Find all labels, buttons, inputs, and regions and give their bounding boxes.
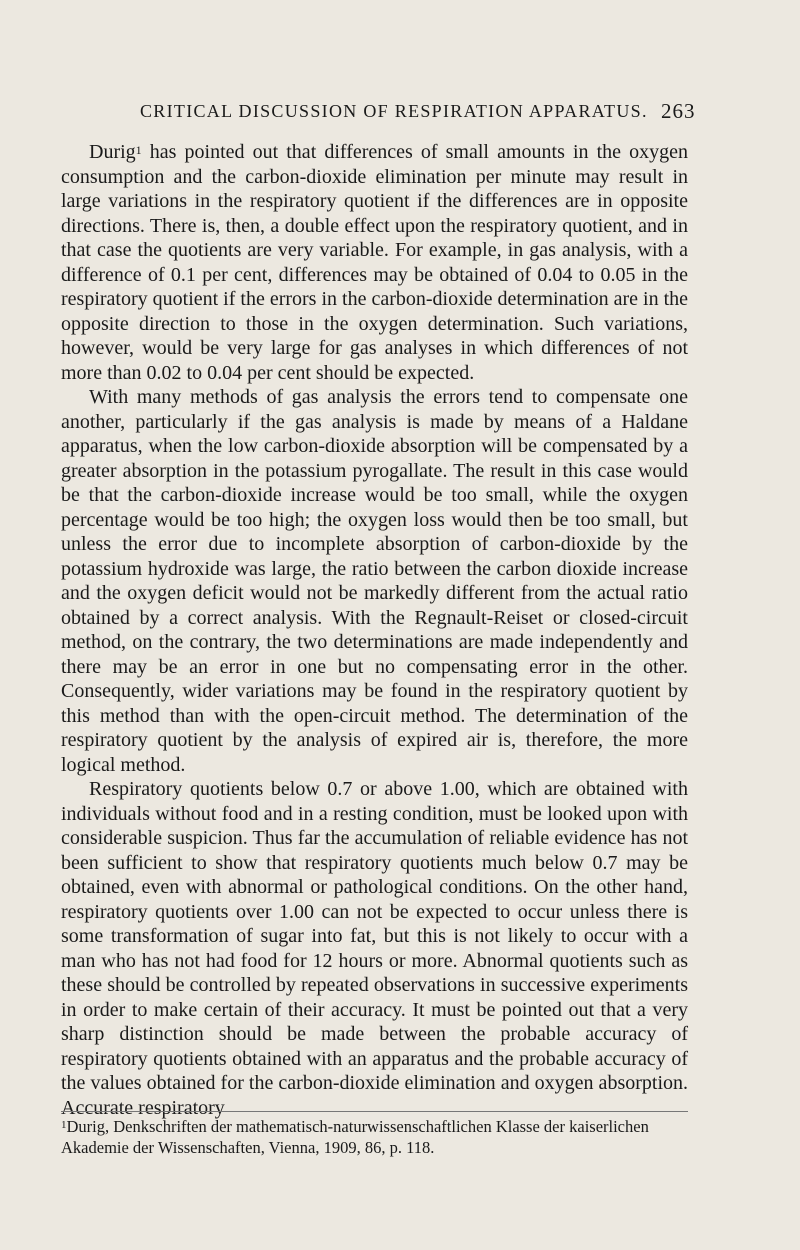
body-text — [61, 140, 688, 1120]
footnote-divider — [61, 1111, 688, 1112]
footnote-text: Durig, Denkschriften der mathematisch-naturwissenschaftlichen Klasse der kaiserlichen Akademie der Wissenschaften, Vienna, 1909, 86, p. 118. — [61, 1117, 649, 1157]
paragraph-1-text: has pointed out that differences of small amounts in the oxygen consumption and the carbon-dioxide elimination per minute may result in large variations in the respiratory quotient if the differences are in opposite directions. There is, then, a double effect upon the respiratory quotient, and in that case the quotients are very variable. For example, in gas analysis, with a difference of 0.1 per cent, differences may be obtained of 0.04 to 0.05 in the respiratory quotient if the errors in the carbon-dioxide determination are in the opposite direction to those in the oxygen determination. Such variations, however, would be very large for gas analyses in which differences of not more than 0.02 to 0.04 per cent should be expected. — [61, 141, 689, 384]
paragraph-3: Respiratory quotients below 0.7 or above 1.00, which are obtained with individuals without food and in a resting condition, must be looked upon with considerable suspicion. Thus far the accumulation of reliable evidence has not been sufficient to show that respiratory quotients much below 0.7 may be obtained, even with abnormal or pathological conditions. On the other hand, respiratory quotients over 1.00 can not be expected to occur unless there is some transformation of sugar into fat, but this is not likely to occur with a man who has not had food for 12 hours or more. Abnormal quotients such as these should be controlled by repeated observations in successive experiments in order to make certain of their accuracy. It must be pointed out that a very sharp distinction should be made between the probable accuracy of respiratory quotients obtained with an apparatus and the probable accuracy of the values obtained for the carbon-dioxide elimination and oxygen absorption. Accurate respiratory — [61, 778, 688, 1119]
page-number: 263 — [661, 99, 696, 123]
running-head: CRITICAL DISCUSSION OF RESPIRATION APPARATUS. — [140, 101, 648, 121]
author-name: Durig — [89, 141, 136, 163]
footnote-reference: 1 — [135, 143, 142, 157]
footnote — [61, 1116, 688, 1158]
paragraph-2: With many methods of gas analysis the errors tend to compensate one another, particularly if the gas analysis is made by means of a Haldane apparatus, when the low carbon-dioxide absorption will be compensated by a greater absorption in the potassium pyrogallate. The result in this case would be that the carbon-dioxide increase would be too small, while the oxygen percentage would be too high; the oxygen loss would then be too small, but unless the error due to incomplete absorption of carbon-dioxide by the potassium hydroxide was large, the ratio between the carbon dioxide increase and the oxygen deficit would not be markedly different from the actual ratio obtained by a correct analysis. With the Regnault-Reiset or closed-circuit method, on the contrary, the two determinations are made independently and there may be an error in one but no compensating error in the other. Consequently, wider variations may be found in the respiratory quotient by this method than with the open-circuit method. The determination of the respiratory quotient by the analysis of expired air is, therefore, the more logical method. — [61, 386, 688, 776]
paragraph-1 — [61, 140, 688, 385]
footnote-number: 1 — [61, 1119, 67, 1131]
